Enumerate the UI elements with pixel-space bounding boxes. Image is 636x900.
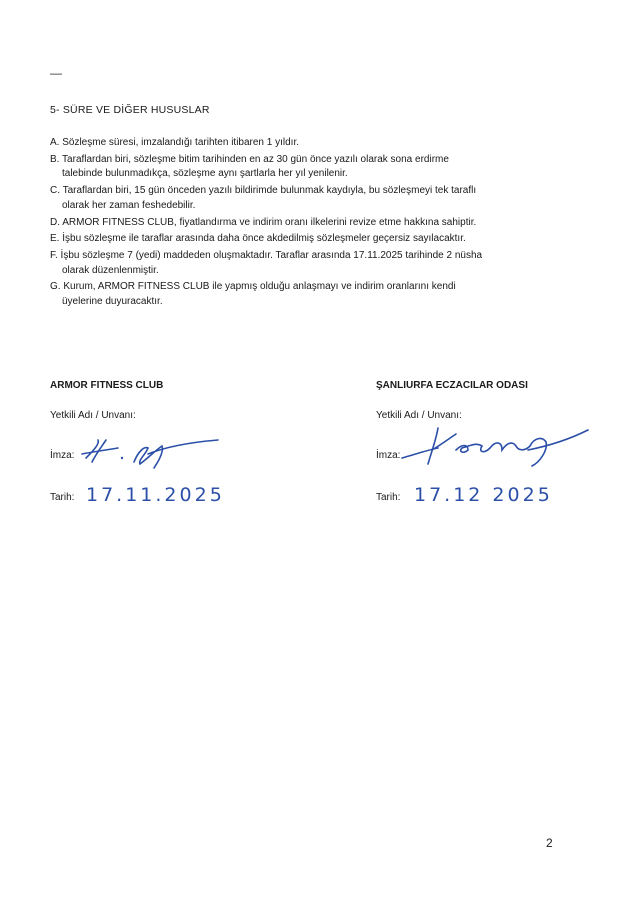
clause-c [50,184,570,213]
clause-a [50,136,570,151]
signature-image-left [78,432,228,474]
party-name: ŞANLIURFA ECZACILAR ODASI [376,380,528,391]
header-dash: — [50,66,62,80]
handwritten-date: 17.12 2025 [414,484,553,506]
clause-line: G. Kurum, ARMOR FITNESS CLUB ile yapmış olduğu anlaşmayı ve indirim oranlarını kendi [50,281,456,293]
clause-line: B. Taraflardan biri, sözleşme bitim tarihinden en az 30 gün önce yazılı olarak sona erdirme [50,153,449,165]
clause-line: A. Sözleşme süresi, imzalandığı tarihten itibaren 1 yıldır. [50,137,300,148]
clause-b [50,153,570,182]
date-label: Tarih: [376,492,401,503]
clause-d [50,216,570,231]
party-sanliurfa-eczacilar [376,380,616,520]
clause-e [50,232,570,247]
clause-line-continued: üyelerine duyuracaktır. [62,296,163,308]
clause-g [50,280,570,309]
page-number: 2 [546,836,553,850]
clause-line: F. İşbu sözleşme 7 (yedi) maddeden oluşmaktadır. Taraflar arasında 17.11.2025 tarihinde 2 nüsha [50,249,483,261]
section-title: 5- SÜRE VE DİĞER HUSUSLAR [50,104,210,116]
signature-label: İmza: [376,450,401,461]
clause-f [50,249,570,278]
clause-list [50,136,570,312]
signature-image-right [398,420,598,470]
handwritten-date: 17.11.2025 [86,484,225,506]
authorized-label: Yetkili Adı / Unvanı: [50,410,136,421]
authorized-label: Yetkili Adı / Unvanı: [376,410,462,421]
clause-line: C. Taraflardan biri, 15 gün önceden yazılı bildirimde bulunmak kaydıyla, bu sözleşmeyi tek taraflı [50,185,477,197]
clause-line-continued: talebinde bulunmadıkça, sözleşme aynı şartlarla her yıl yenilenir. [62,168,348,180]
clause-line-continued: olarak her zaman feshedebilir. [62,199,196,211]
clause-line: E. İşbu sözleşme ile taraflar arasında daha önce akdedilmiş sözleşmeler geçersiz sayılacaktır. [50,233,466,245]
party-name: ARMOR FITNESS CLUB [50,380,164,391]
clause-line-continued: olarak düzenlenmiştir. [62,264,159,276]
signature-label: İmza: [50,450,75,461]
date-label: Tarih: [50,492,75,503]
party-armor-fitness [50,380,310,520]
clause-line: D. ARMOR FITNESS CLUB, fiyatlandırma ve indirim oranı ilkelerini revize etme hakkına sahiptir. [50,216,477,228]
